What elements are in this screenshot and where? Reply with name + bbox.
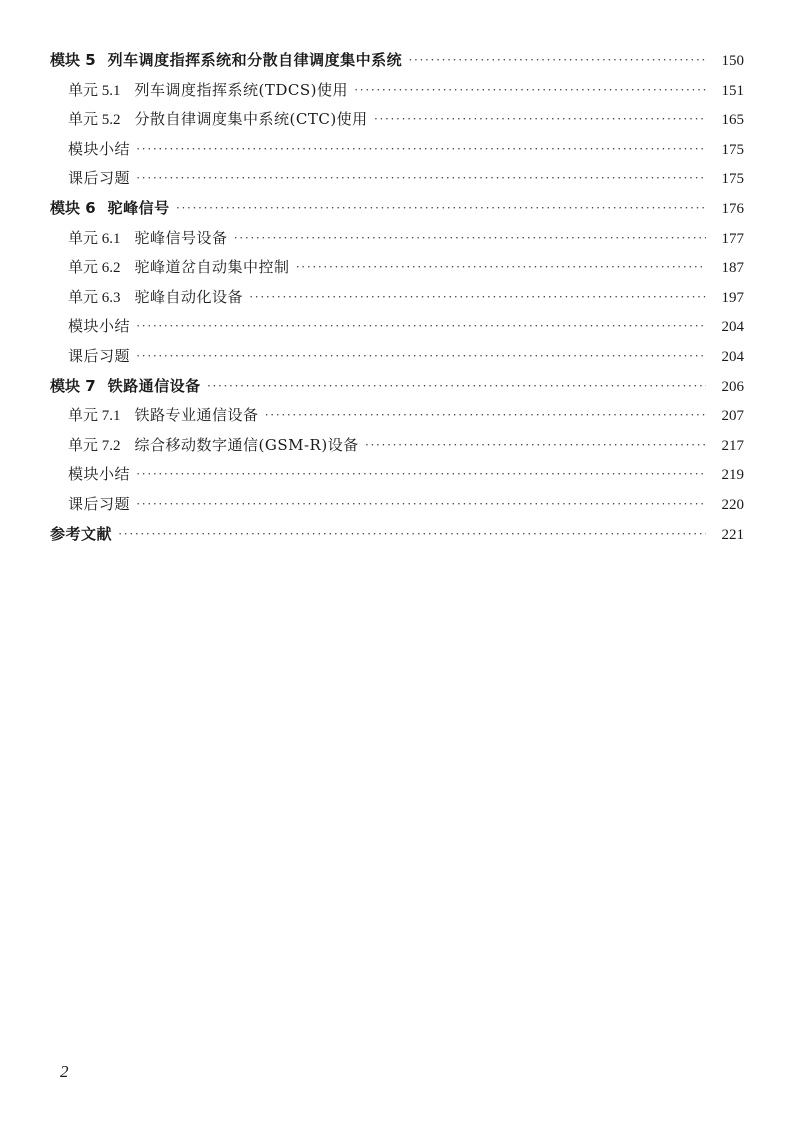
toc-entry-title: 驼峰道岔自动集中控制 bbox=[134, 258, 290, 277]
dot-leader bbox=[207, 371, 706, 401]
toc-entry-label bbox=[50, 520, 112, 550]
toc-entry-label bbox=[68, 76, 348, 107]
toc-entry-module-6[interactable] bbox=[0, 194, 790, 224]
toc-entry-label bbox=[68, 105, 368, 136]
toc-entry-label bbox=[68, 164, 130, 194]
toc-entry-title: 驼峰信号设备 bbox=[134, 228, 228, 247]
toc-entry-page: 197 bbox=[721, 289, 744, 306]
toc-entry-references[interactable] bbox=[0, 520, 790, 550]
toc-entry-title: 课后习题 bbox=[68, 346, 131, 365]
toc-entry-number: 模块 7 bbox=[50, 376, 96, 395]
toc-entry-number: 单元 6.1 bbox=[68, 230, 121, 247]
toc-entry-module-6-exercises[interactable] bbox=[0, 342, 790, 372]
toc-entry-module-6-summary[interactable] bbox=[0, 312, 790, 342]
dot-leader bbox=[118, 519, 706, 549]
toc-entry-unit-5-2[interactable] bbox=[0, 105, 790, 135]
toc-entry-page: 165 bbox=[721, 112, 744, 129]
dot-leader bbox=[136, 459, 706, 489]
toc-entry-page: 187 bbox=[721, 260, 744, 277]
toc-entry-number: 单元 7.2 bbox=[68, 437, 121, 454]
toc-entry-module-5[interactable] bbox=[0, 46, 790, 76]
toc-entry-label bbox=[68, 342, 130, 372]
toc-entry-label bbox=[68, 283, 243, 314]
toc-entry-title: 铁路通信设备 bbox=[107, 376, 201, 395]
toc-entry-module-7-exercises[interactable] bbox=[0, 490, 790, 520]
dot-leader bbox=[374, 104, 706, 134]
toc-entry-title: 铁路专业通信设备 bbox=[134, 406, 259, 425]
toc-entry-title: 分散自律调度集中系统(CTC)使用 bbox=[134, 110, 368, 129]
dot-leader bbox=[136, 163, 706, 193]
toc-entry-page: 175 bbox=[721, 141, 744, 158]
dot-leader bbox=[354, 75, 706, 105]
toc-entry-unit-6-1[interactable] bbox=[0, 224, 790, 254]
toc-entry-title: 列车调度指挥系统(TDCS)使用 bbox=[134, 80, 349, 99]
toc-entry-unit-6-2[interactable] bbox=[0, 253, 790, 283]
toc-entry-module-7[interactable] bbox=[0, 372, 790, 402]
toc-entry-title: 驼峰自动化设备 bbox=[134, 287, 244, 306]
toc-entry-page: 175 bbox=[721, 171, 744, 188]
dot-leader bbox=[408, 45, 706, 75]
toc-entry-unit-6-3[interactable] bbox=[0, 283, 790, 313]
toc-entry-page: 177 bbox=[721, 230, 744, 247]
toc-entry-title: 模块小结 bbox=[68, 317, 131, 336]
toc-entry-label bbox=[68, 401, 259, 432]
dot-leader bbox=[234, 223, 706, 253]
toc-entry-number: 单元 6.3 bbox=[68, 289, 121, 306]
dot-leader bbox=[176, 193, 706, 223]
toc-entry-module-5-summary[interactable] bbox=[0, 135, 790, 165]
toc-entry-label bbox=[68, 460, 130, 490]
toc-entry-title: 课后习题 bbox=[68, 494, 131, 513]
toc-entry-title: 模块小结 bbox=[68, 465, 131, 484]
toc-entry-page: 150 bbox=[721, 53, 744, 69]
toc-entry-label bbox=[50, 194, 170, 224]
toc-entry-page: 217 bbox=[721, 437, 744, 454]
toc-entry-title: 综合移动数字通信(GSM-R)设备 bbox=[134, 435, 359, 454]
toc-entry-page: 220 bbox=[721, 496, 744, 513]
dot-leader bbox=[249, 282, 706, 312]
toc-entry-unit-7-1[interactable] bbox=[0, 401, 790, 431]
dot-leader bbox=[136, 341, 706, 371]
toc-entry-module-7-summary[interactable] bbox=[0, 460, 790, 490]
toc-entry-label bbox=[50, 372, 201, 402]
toc-entry-page: 151 bbox=[721, 82, 744, 99]
toc-entry-label bbox=[50, 46, 402, 76]
toc-entry-label bbox=[68, 490, 130, 520]
toc-entry-title: 模块小结 bbox=[68, 139, 131, 158]
toc-entry-page: 176 bbox=[721, 200, 744, 217]
dot-leader bbox=[296, 252, 706, 282]
toc-entry-unit-7-2[interactable] bbox=[0, 431, 790, 461]
toc-entry-label bbox=[68, 135, 130, 165]
page-number: 2 bbox=[60, 1062, 69, 1081]
dot-leader bbox=[136, 311, 706, 341]
toc-entry-title: 参考文献 bbox=[50, 524, 113, 543]
toc-entry-number: 单元 6.2 bbox=[68, 260, 121, 277]
dot-leader bbox=[136, 134, 706, 164]
toc-entry-label bbox=[68, 431, 359, 462]
toc-entry-page: 204 bbox=[721, 319, 744, 336]
toc-entry-page: 206 bbox=[721, 378, 744, 395]
toc-entry-label bbox=[68, 312, 130, 342]
toc-entry-page: 221 bbox=[721, 526, 744, 543]
toc-entry-unit-5-1[interactable] bbox=[0, 76, 790, 106]
dot-leader bbox=[265, 400, 706, 430]
toc-entry-title: 课后习题 bbox=[68, 169, 131, 188]
toc-entry-module-5-exercises[interactable] bbox=[0, 164, 790, 194]
toc-entry-number: 单元 7.1 bbox=[68, 408, 121, 425]
toc-entry-number: 模块 6 bbox=[50, 198, 96, 217]
toc-entry-number: 模块 5 bbox=[50, 51, 96, 69]
toc-entry-number: 单元 5.2 bbox=[68, 112, 121, 129]
toc-entry-page: 207 bbox=[721, 408, 744, 425]
table-of-contents bbox=[0, 46, 790, 549]
toc-entry-title: 驼峰信号 bbox=[107, 198, 170, 217]
toc-entry-title: 列车调度指挥系统和分散自律调度集中系统 bbox=[107, 51, 403, 69]
toc-entry-label bbox=[68, 253, 290, 284]
dot-leader bbox=[136, 489, 706, 519]
toc-entry-label bbox=[68, 224, 228, 255]
toc-entry-number: 单元 5.1 bbox=[68, 82, 121, 99]
toc-entry-page: 219 bbox=[721, 467, 744, 484]
dot-leader bbox=[365, 430, 706, 460]
toc-entry-page: 204 bbox=[721, 348, 744, 365]
